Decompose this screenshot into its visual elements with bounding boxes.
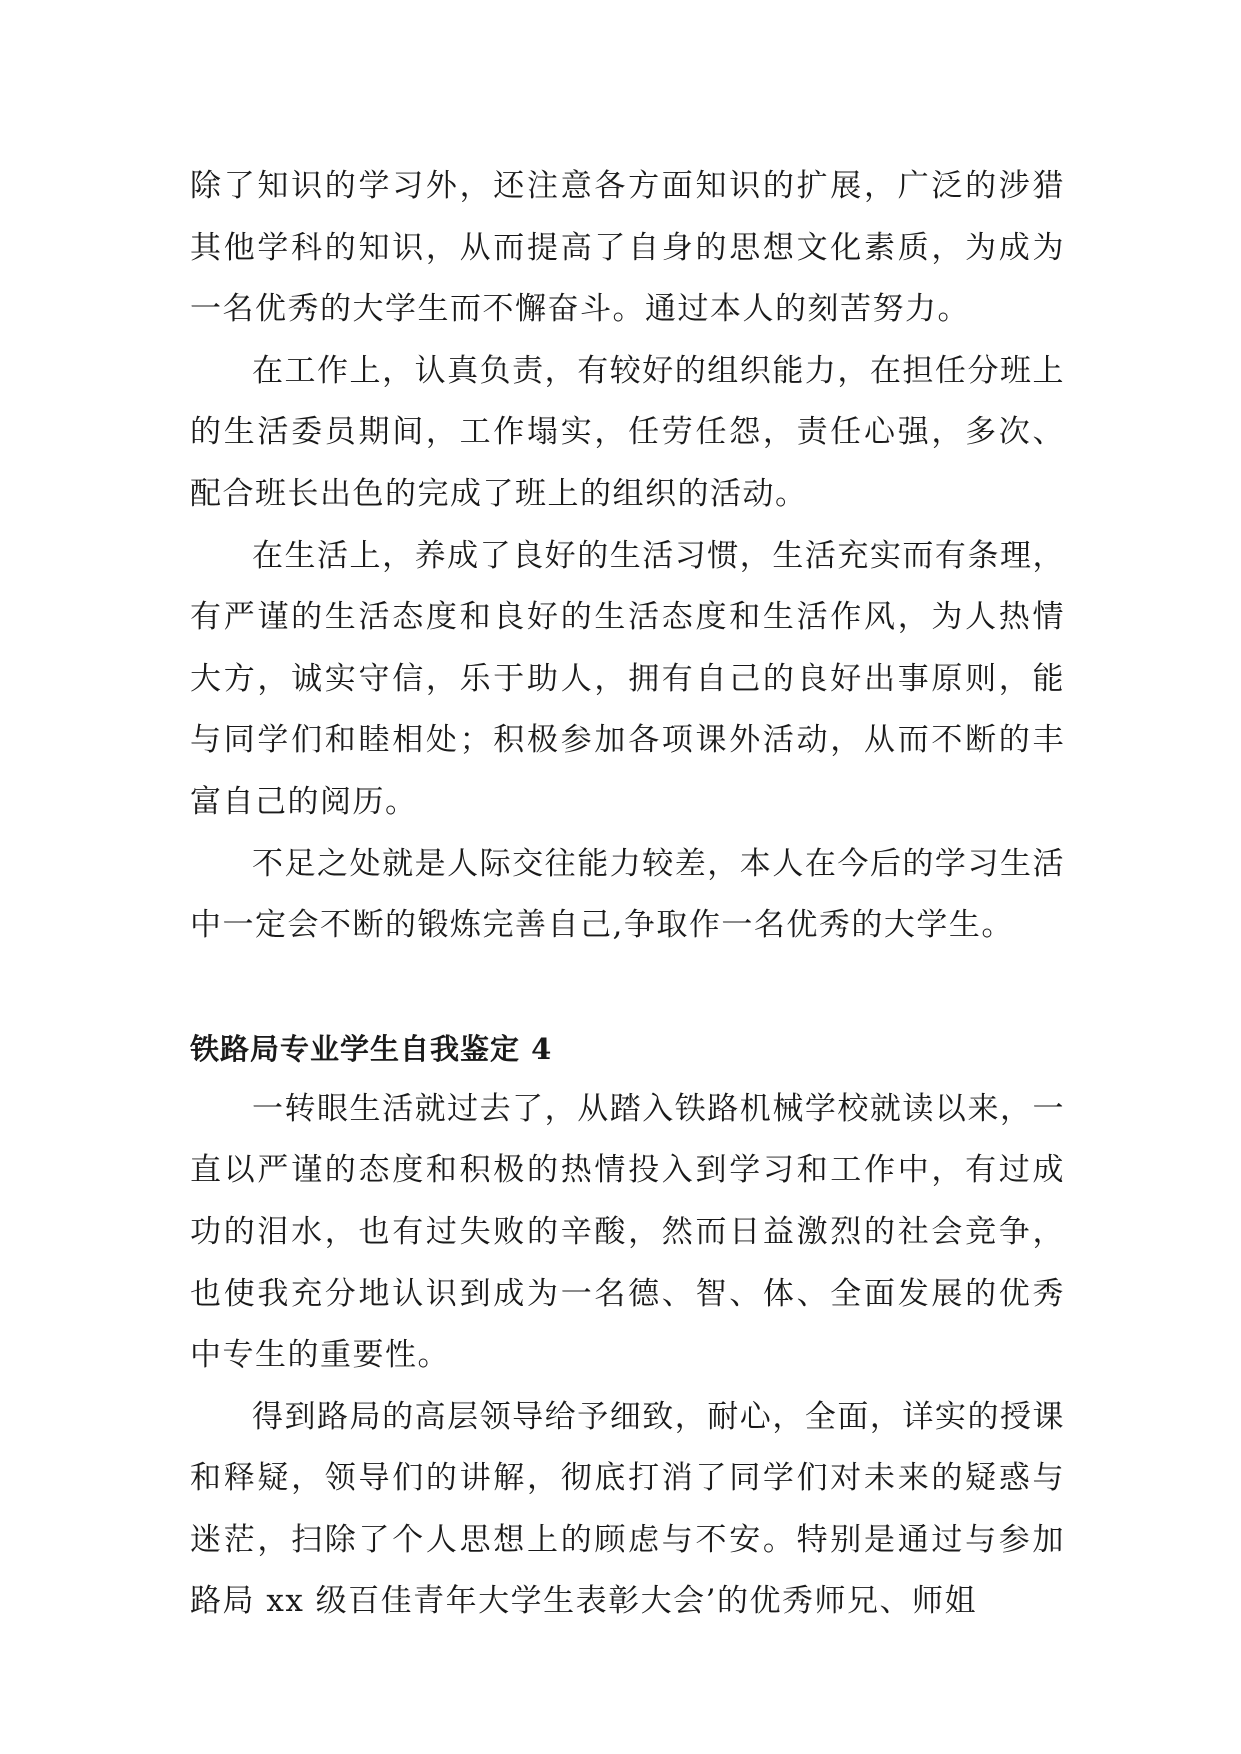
section-heading: 铁路局专业学生自我鉴定 4 (190, 1031, 553, 1066)
paragraph-continued: 除了知识的学习外，还注意各方面知识的扩展，广泛的涉猎其他学科的知识，从而提高了自身的思想文化素质，为成为一名优秀的大学生而不懈奋斗。通过本人的刻苦努力。 (190, 168, 1065, 328)
document-body (190, 156, 1065, 1633)
paragraph-work: 在工作上，认真负责，有较好的组织能力，在担任分班上的生活委员期间，工作塌实，任劳任怨，责任心强，多次、配合班长出色的完成了班上的组织的活动。 (190, 352, 1065, 512)
paragraph-leadership: 得到路局的高层领导给予细致，耐心，全面，详实的授课和释疑，领导们的讲解，彻底打消了同学们对未来的疑惑与迷茫，扫除了个人思想上的顾虑与不安。特别是通过与参加路局 xx 级百佳青年大学生表彰大会’的优秀师兄、师姐 (190, 1398, 1065, 1620)
paragraph-intro: 一转眼生活就过去了，从踏入铁路机械学校就读以来，一直以严谨的态度和积极的热情投入到学习和工作中，有过成功的泪水，也有过失败的辛酸，然而日益激烈的社会竞争，也使我充分地认识到成为一名德、智、体、全面发展的优秀中专生的重要性。 (190, 1090, 1065, 1374)
paragraph-shortcomings: 不足之处就是人际交往能力较差，本人在今后的学习生活中一定会不断的锻炼完善自己,争取作一名优秀的大学生。 (190, 845, 1065, 944)
paragraph-life: 在生活上，养成了良好的生活习惯，生活充实而有条理，有严谨的生活态度和良好的生活态度和生活作风，为人热情大方，诚实守信，乐于助人，拥有自己的良好出事原则，能与同学们和睦相处；积极参加各项课外活动，从而不断的丰富自己的阅历。 (190, 537, 1065, 820)
